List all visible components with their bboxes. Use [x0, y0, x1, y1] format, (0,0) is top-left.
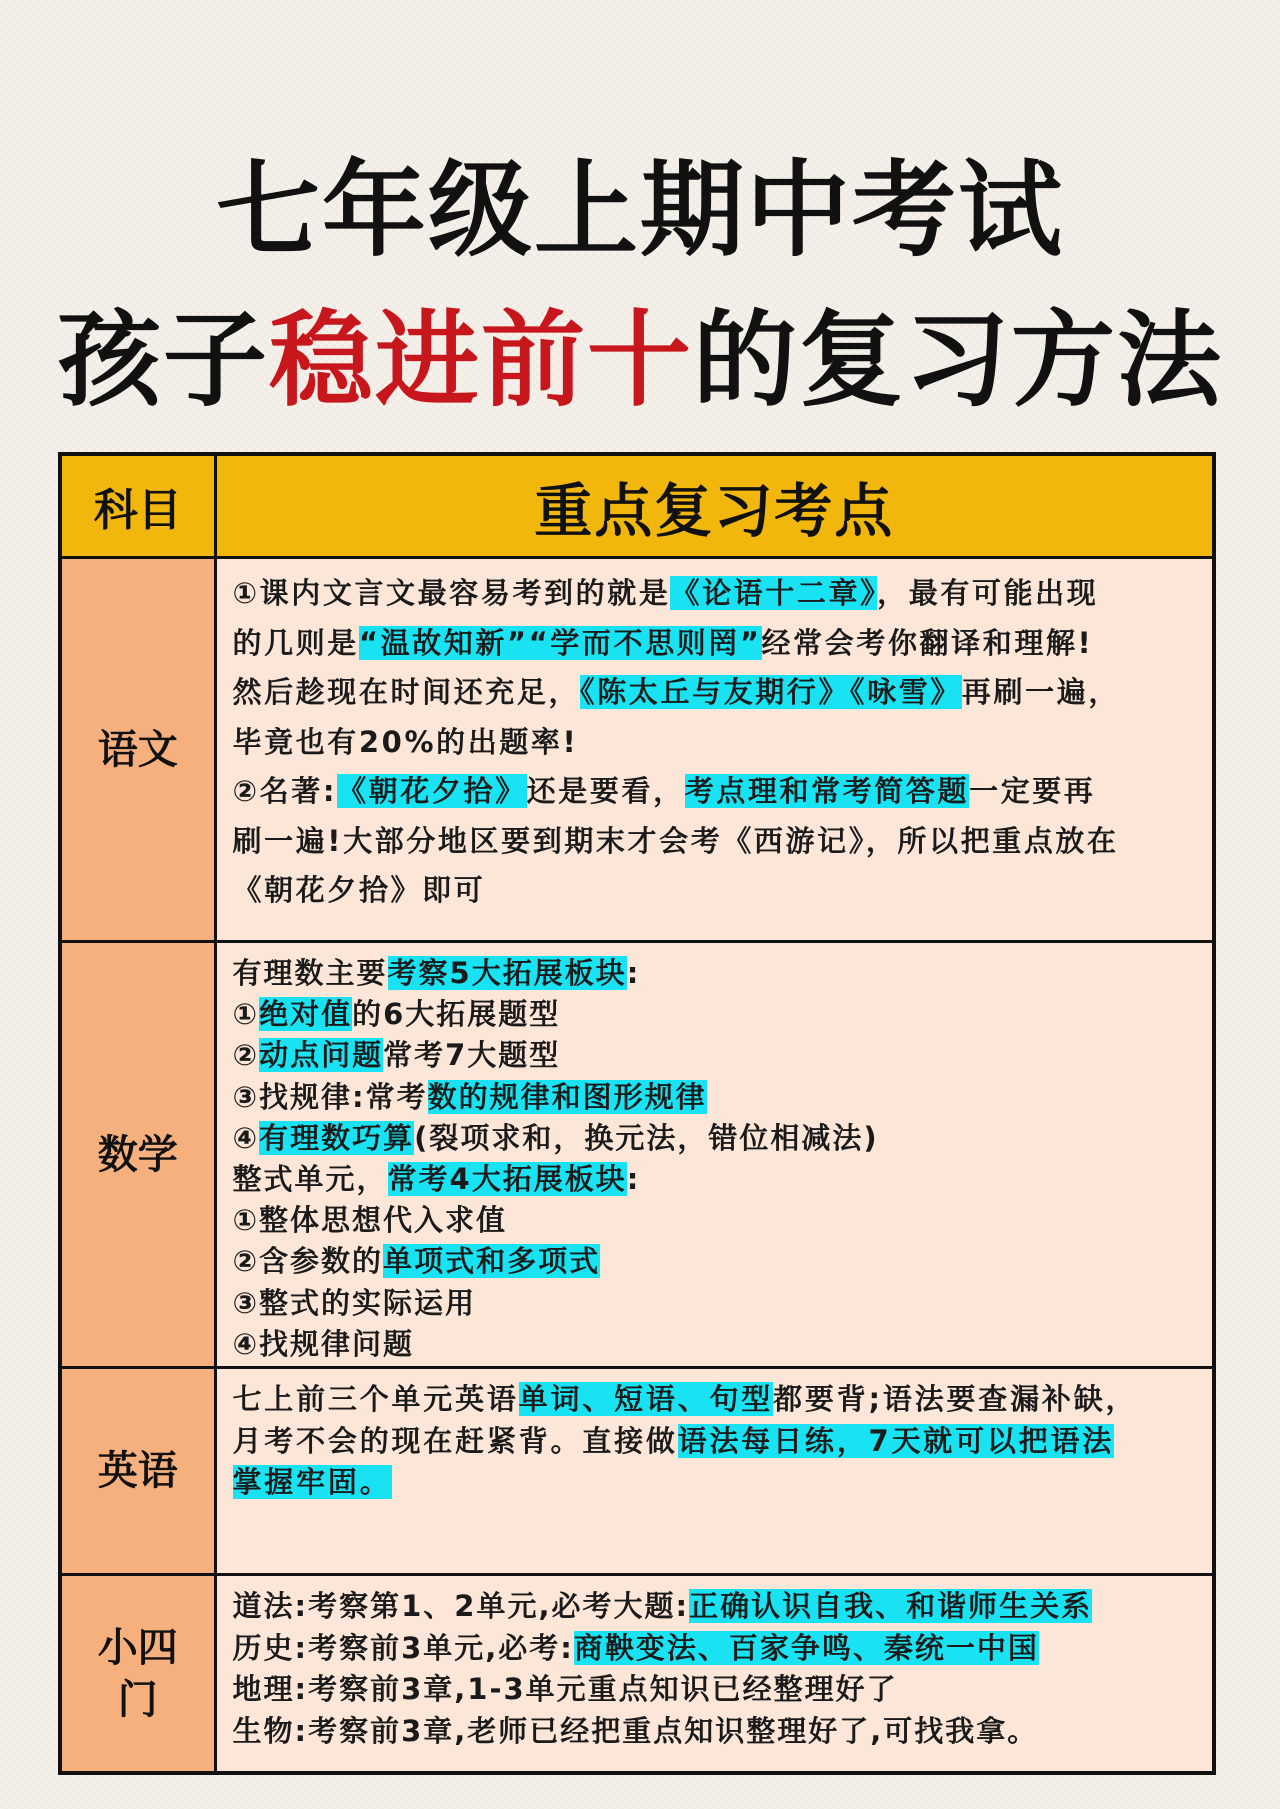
highlighted-text: 语法每日练，7天就可以把语法 [677, 1423, 1115, 1458]
title-line-1: 七年级上期中考试 [215, 148, 1064, 271]
row-chinese [60, 558, 1214, 942]
text-segment: ①整体思想代入求值 [232, 1203, 508, 1238]
highlighted-text: 单项式和多项式 [383, 1244, 601, 1279]
text-segment: 月考不会的现在赶紧背。直接做 [232, 1423, 678, 1458]
subject-math: 数学 [60, 942, 215, 1368]
text-segment: 整式单元， [232, 1162, 388, 1197]
text-segment: ②含参数的 [232, 1244, 384, 1279]
text-segment: ，最有可能出现 [877, 576, 1099, 610]
text-segment: ②名著: [232, 774, 338, 808]
header-key-points: 重点复习考点 [215, 454, 1214, 558]
text-segment: 地理:考察前3章,1-3单元重点知识已经整理好了 [232, 1672, 898, 1706]
content-line [233, 1669, 1203, 1711]
content-line [233, 953, 1203, 994]
subject-chinese: 语文 [60, 558, 215, 942]
content-line [233, 569, 1203, 619]
text-segment: 《朝花夕拾》即可 [232, 873, 486, 907]
highlighted-text: 正确认识自我、和谐师生关系 [689, 1589, 1093, 1623]
text-segment: ④找规律问题 [232, 1326, 415, 1361]
text-segment: ② [232, 1038, 260, 1073]
text-segment: 生物:考察前3章,老师已经把重点知识整理好了,可找我拿。 [232, 1713, 1039, 1748]
content-english [215, 1368, 1214, 1575]
text-segment: 都要背;语法要查漏补缺， [773, 1382, 1138, 1416]
title-highlight-red: 稳进前十 [268, 298, 693, 421]
text-segment: 常考7大题型 [383, 1038, 561, 1073]
content-math [215, 942, 1214, 1368]
subject-english: 英语 [60, 1368, 215, 1575]
text-segment: 历史:考察前3单元,必考: [232, 1630, 574, 1665]
text-segment: 然后趁现在时间还充足， [232, 675, 581, 709]
highlighted-text: 数的规律和图形规律 [427, 1079, 707, 1114]
highlighted-text: 有理数巧算 [259, 1120, 415, 1155]
text-segment: 有理数主要 [232, 956, 388, 990]
text-segment: 还是要看， [526, 774, 685, 808]
content-line [233, 1462, 1203, 1504]
content-line [233, 1711, 1203, 1753]
review-table [58, 452, 1216, 1775]
text-segment: 刷一遍!大部分地区要到期末才会考《西游记》，所以把重点放在 [232, 823, 1119, 858]
text-segment: 的几则是 [232, 625, 359, 660]
content-line [233, 866, 1203, 916]
subject-minor-line-1: 小四 [97, 1623, 178, 1671]
subject-minor-line-2: 门 [117, 1675, 158, 1723]
text-segment: ①课内文言文最容易考到的就是 [232, 576, 671, 610]
content-line [233, 767, 1203, 817]
content-line [233, 668, 1203, 718]
content-line [233, 1421, 1203, 1463]
table-header-row [60, 454, 1214, 558]
content-line [233, 1035, 1203, 1076]
content-line [233, 1200, 1203, 1241]
content-line [233, 1077, 1203, 1118]
highlighted-text: “温故知新”“学而不思则罔” [358, 625, 762, 660]
text-segment: : [626, 1162, 641, 1197]
content-line [233, 1283, 1203, 1324]
highlighted-text: 商鞅变法、百家争鸣、秦统一中国 [573, 1630, 1039, 1665]
content-line [233, 1241, 1203, 1282]
content-line [233, 1628, 1203, 1670]
content-line [233, 817, 1203, 867]
header-subject: 科目 [60, 454, 215, 558]
highlighted-text: 考察5大拓展板块 [387, 956, 627, 990]
title-line-2-end: 的复习方法 [693, 298, 1224, 421]
highlighted-text: 《陈太丘与友期行》《咏雪》 [580, 675, 962, 709]
content-line [233, 619, 1203, 669]
content-minor [215, 1575, 1214, 1774]
text-segment: ④ [232, 1120, 260, 1155]
text-segment: (裂项求和，换元法，错位相减法) [414, 1120, 879, 1155]
highlighted-text: 《论语十二章》 [670, 576, 878, 610]
text-segment: 毕竟也有20%的出题率! [232, 724, 579, 759]
content-line [233, 994, 1203, 1035]
text-segment: : [626, 956, 641, 990]
content-line [233, 1586, 1203, 1628]
highlighted-text: 单词、短语、句型 [518, 1382, 774, 1416]
row-english [60, 1368, 1214, 1575]
content-line [233, 718, 1203, 768]
text-segment: 七上前三个单元英语 [232, 1382, 519, 1416]
text-segment: 道法:考察第1、2单元,必考大题: [232, 1589, 690, 1623]
content-chinese [215, 558, 1214, 942]
text-segment: ③找规律:常考 [232, 1079, 428, 1114]
highlighted-text: 常考4大拓展板块 [387, 1162, 627, 1197]
content-line [233, 1118, 1203, 1159]
text-segment: 一定要再 [969, 774, 1096, 808]
row-math [60, 942, 1214, 1368]
highlighted-text: 《朝花夕拾》 [337, 774, 527, 808]
content-line [233, 1324, 1203, 1365]
highlighted-text: 考点理和常考简答题 [684, 774, 970, 808]
content-line [233, 1159, 1203, 1200]
highlighted-text: 动点问题 [259, 1038, 384, 1073]
text-segment: ① [232, 997, 260, 1032]
text-segment: 经常会考你翻译和理解! [761, 625, 1094, 660]
text-segment: ③整式的实际运用 [232, 1285, 477, 1320]
text-segment: 再刷一遍， [961, 675, 1120, 709]
title-line-2-start: 孩子 [56, 298, 269, 421]
content-line [233, 1379, 1203, 1421]
highlighted-text: 掌握牢固。 [232, 1465, 392, 1499]
text-segment: 的6大拓展题型 [352, 997, 561, 1032]
highlighted-text: 绝对值 [259, 997, 353, 1032]
subject-minor [60, 1575, 215, 1774]
row-minor-subjects [60, 1575, 1214, 1774]
title-line-2 [0, 300, 1280, 420]
